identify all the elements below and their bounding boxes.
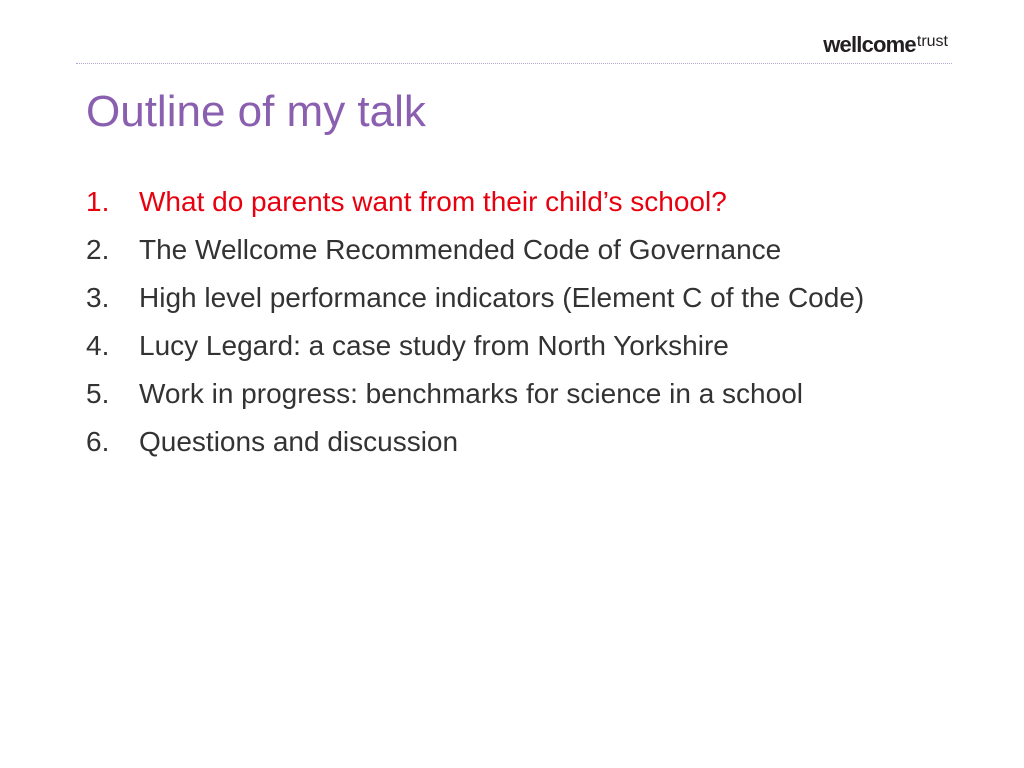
wellcome-trust-logo <box>823 34 948 56</box>
item-text: High level performance indicators (Element C of the Code) <box>139 282 865 313</box>
outline-item-1 <box>86 182 936 222</box>
outline-item-2 <box>86 230 936 270</box>
item-number: 2. <box>86 234 110 265</box>
item-number: 3. <box>86 282 110 313</box>
outline-item-3 <box>86 278 936 318</box>
outline-item-5 <box>86 374 936 414</box>
item-number: 1. <box>86 186 110 217</box>
item-text: What do parents want from their child’s school? <box>139 186 727 217</box>
logo-subword: trust <box>916 33 948 50</box>
item-text: The Wellcome Recommended Code of Governance <box>139 234 782 265</box>
item-text: Work in progress: benchmarks for science in a school <box>139 378 803 409</box>
logo-wordmark: wellcome <box>823 32 916 57</box>
item-text: Questions and discussion <box>139 426 459 457</box>
outline-item-6 <box>86 422 936 462</box>
outline-item-4 <box>86 326 936 366</box>
item-number: 6. <box>86 426 110 457</box>
slide-title: Outline of my talk <box>86 87 426 136</box>
item-number: 4. <box>86 330 110 361</box>
outline-list <box>86 182 936 470</box>
item-number: 5. <box>86 378 110 409</box>
header-divider <box>76 63 952 64</box>
item-text: Lucy Legard: a case study from North Yorkshire <box>139 330 729 361</box>
